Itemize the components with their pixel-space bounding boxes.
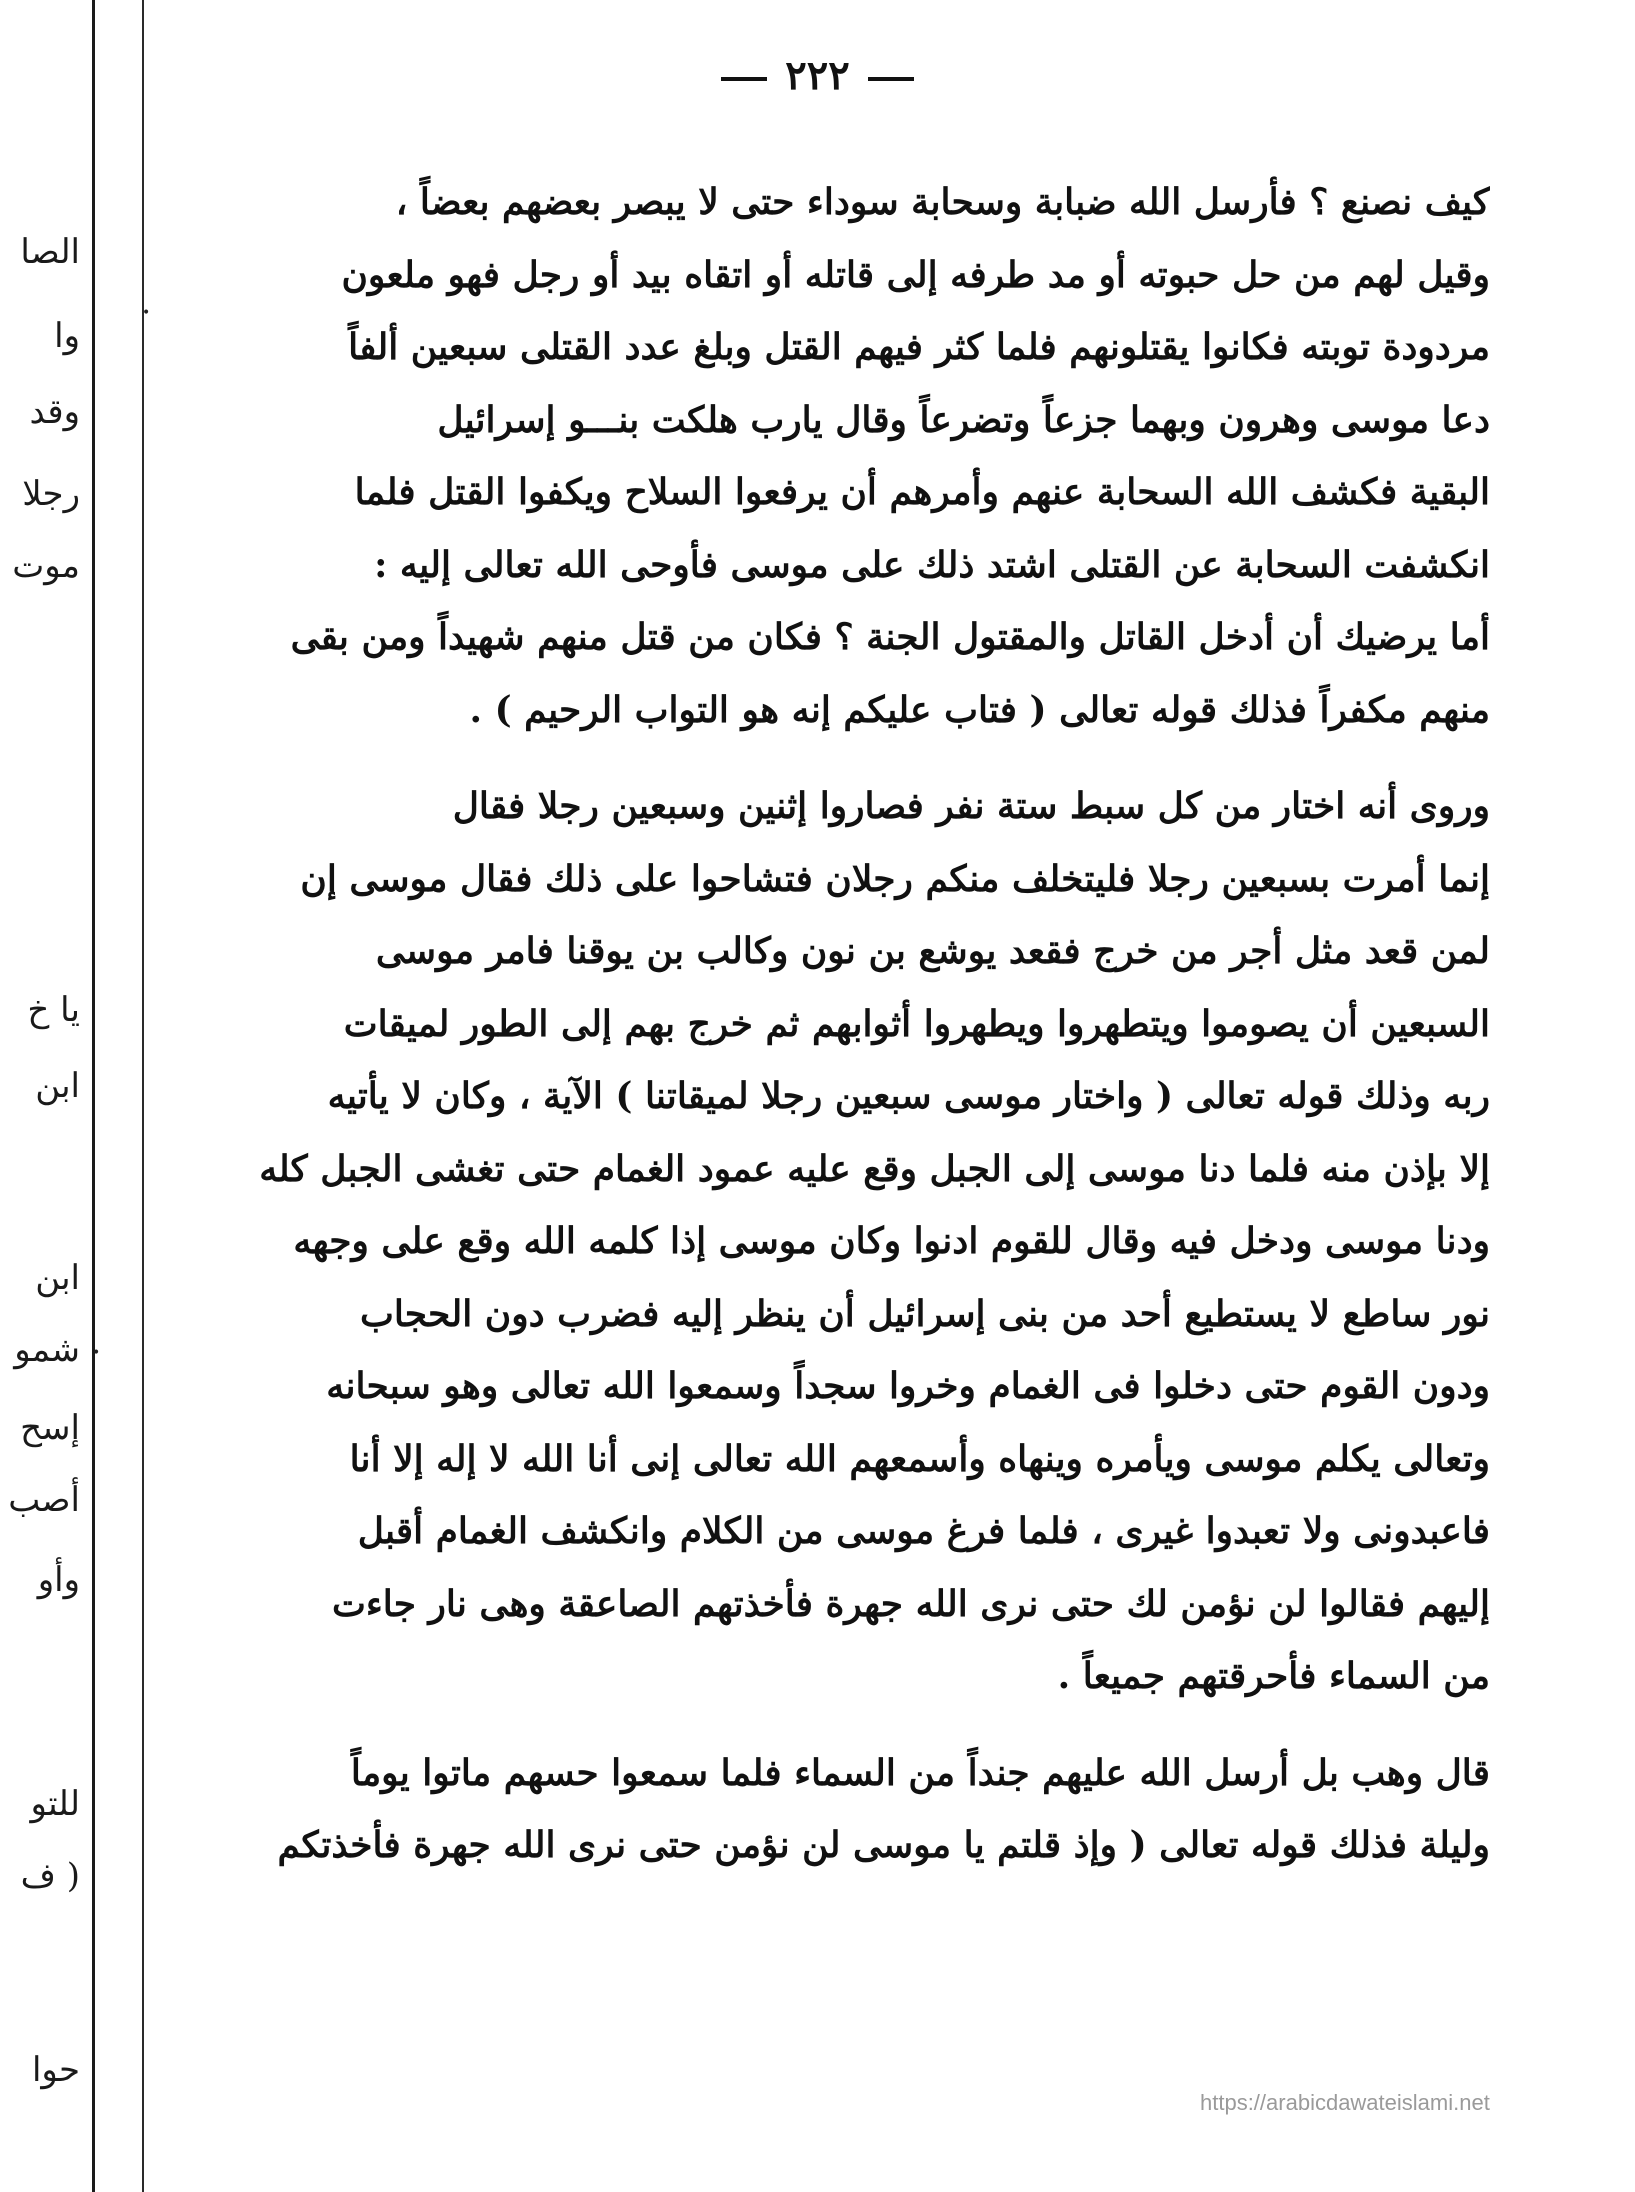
edge-fragment: موت xyxy=(12,546,80,586)
edge-fragment: إسح xyxy=(20,1408,80,1448)
text-line: من السماء فأحرقتهم جميعاً . xyxy=(1057,1655,1490,1697)
text-line: لمن قعد مثل أجر من خرج فقعد يوشع بن نون وكالب بن يوقنا فامر موسى xyxy=(375,930,1490,972)
text-line: وليلة فذلك قوله تعالى ( وإذ قلتم يا موسى لن نؤمن حتى نرى الله جهرة فأخذتكم xyxy=(277,1824,1490,1866)
text-line: ودنا موسى ودخل فيه وقال للقوم ادنوا وكان موسى إذا كلمه الله وقع على وجهه xyxy=(293,1220,1490,1262)
edge-fragment: حوا xyxy=(31,2050,80,2090)
text-line: فاعبدونى ولا تعبدوا غيرى ، فلما فرغ موسى من الكلام وانكشف الغمام أقبل xyxy=(357,1510,1490,1552)
binding-line xyxy=(92,0,95,2192)
edge-fragment: وقد xyxy=(29,392,80,432)
text-line: أما يرضيك أن أدخل القاتل والمقتول الجنة ؟ فكان من قتل منهم شهيداً ومن بقى xyxy=(290,616,1490,658)
edge-fragment: أصب xyxy=(8,1480,80,1520)
paragraph-2 xyxy=(185,770,1490,1713)
text-line: قال وهب بل أرسل الله عليهم جنداً من السماء فلما سمعوا حسهم ماتوا يوماً xyxy=(350,1751,1490,1794)
edge-fragment: يا خ xyxy=(27,990,80,1030)
edge-fragment: ابن xyxy=(35,1066,80,1106)
edge-fragment: رجلا xyxy=(22,474,80,514)
text-line: مردودة توبته فكانوا يقتلونهم فلما كثر فيهم القتل وبلغ عدد القتلى سبعين ألفاً xyxy=(348,326,1490,368)
previous-page-fragments xyxy=(0,0,80,2192)
margin-rule xyxy=(142,0,144,2192)
edge-fragment: الصا xyxy=(20,232,80,272)
text-line: إلا بإذن منه فلما دنا موسى إلى الجبل وقع عليه عمود الغمام حتى تغشى الجبل كله xyxy=(259,1147,1490,1190)
text-line: وروى أنه اختار من كل سبط ستة نفر فصاروا إثنين وسبعين رجلا فقال xyxy=(452,785,1490,827)
text-line: إليهم فقالوا لن نؤمن لك حتى نرى الله جهرة فأخذتهم الصاعقة وهى نار جاءت xyxy=(331,1582,1490,1625)
paragraph-1 xyxy=(185,166,1490,746)
edge-fragment: شمو xyxy=(14,1330,80,1370)
watermark-url: https://arabicdawateislami.net xyxy=(1200,2090,1490,2115)
text-line: البقية فكشف الله السحابة عنهم وأمرهم أن يرفعوا السلاح ويكفوا القتل فلما xyxy=(354,471,1490,513)
text-line: السبعين أن يصوموا ويتطهروا ويطهروا أثوابهم ثم خرج بهم إلى الطور لميقات xyxy=(343,1002,1490,1045)
text-line: نور ساطع لا يستطيع أحد من بنى إسرائيل أن ينظر إليه فضرب دون الحجاب xyxy=(359,1292,1490,1335)
edge-fragment: للتو xyxy=(30,1784,80,1824)
text-line: وقيل لهم من حل حبوته أو مد طرفه إلى قاتله أو اتقاه بيد أو رجل فهو ملعون xyxy=(341,253,1490,296)
text-line: ودون القوم حتى دخلوا فى الغمام وخروا سجداً وسمعوا الله تعالى وهو سبحانه xyxy=(326,1365,1490,1407)
text-line: ربه وذلك قوله تعالى ( واختار موسى سبعين رجلا لميقاتنا ) الآية ، وكان لا يأتيه xyxy=(327,1075,1490,1117)
text-line: دعا موسى وهرون وبهما جزعاً وتضرعاً وقال يارب هلكت بنـــو إسرائيل xyxy=(437,398,1490,441)
paragraph-3 xyxy=(185,1737,1490,1882)
page-body xyxy=(185,166,1490,1882)
text-line: انكشفت السحابة عن القتلى اشتد ذلك على موسى فأوحى الله تعالى إليه : xyxy=(374,543,1490,586)
text-line: وتعالى يكلم موسى ويأمره وينهاه وأسمعهم الله تعالى إنى أنا الله لا إله إلا أنا xyxy=(349,1437,1490,1480)
edge-fragment: وا xyxy=(54,316,80,356)
scan-mark: • xyxy=(142,305,151,321)
edge-fragment: ( ف xyxy=(20,1856,80,1896)
text-line: إنما أمرت بسبعين رجلا فليتخلف منكم رجلان فتشاحوا على ذلك فقال موسى إن xyxy=(300,857,1490,900)
edge-fragment: وأو xyxy=(37,1560,80,1600)
text-line: كيف نصنع ؟ فأرسل الله ضبابة وسحابة سوداء حتى لا يبصر بعضهم بعضاً ، xyxy=(395,181,1490,223)
scan-mark: • xyxy=(92,1345,101,1361)
page-number: ٢٢٢ xyxy=(0,52,1635,99)
edge-fragment: ابن xyxy=(35,1258,80,1298)
text-line: منهم مكفراً فذلك قوله تعالى ( فتاب عليكم إنه هو التواب الرحيم ) . xyxy=(469,688,1490,731)
